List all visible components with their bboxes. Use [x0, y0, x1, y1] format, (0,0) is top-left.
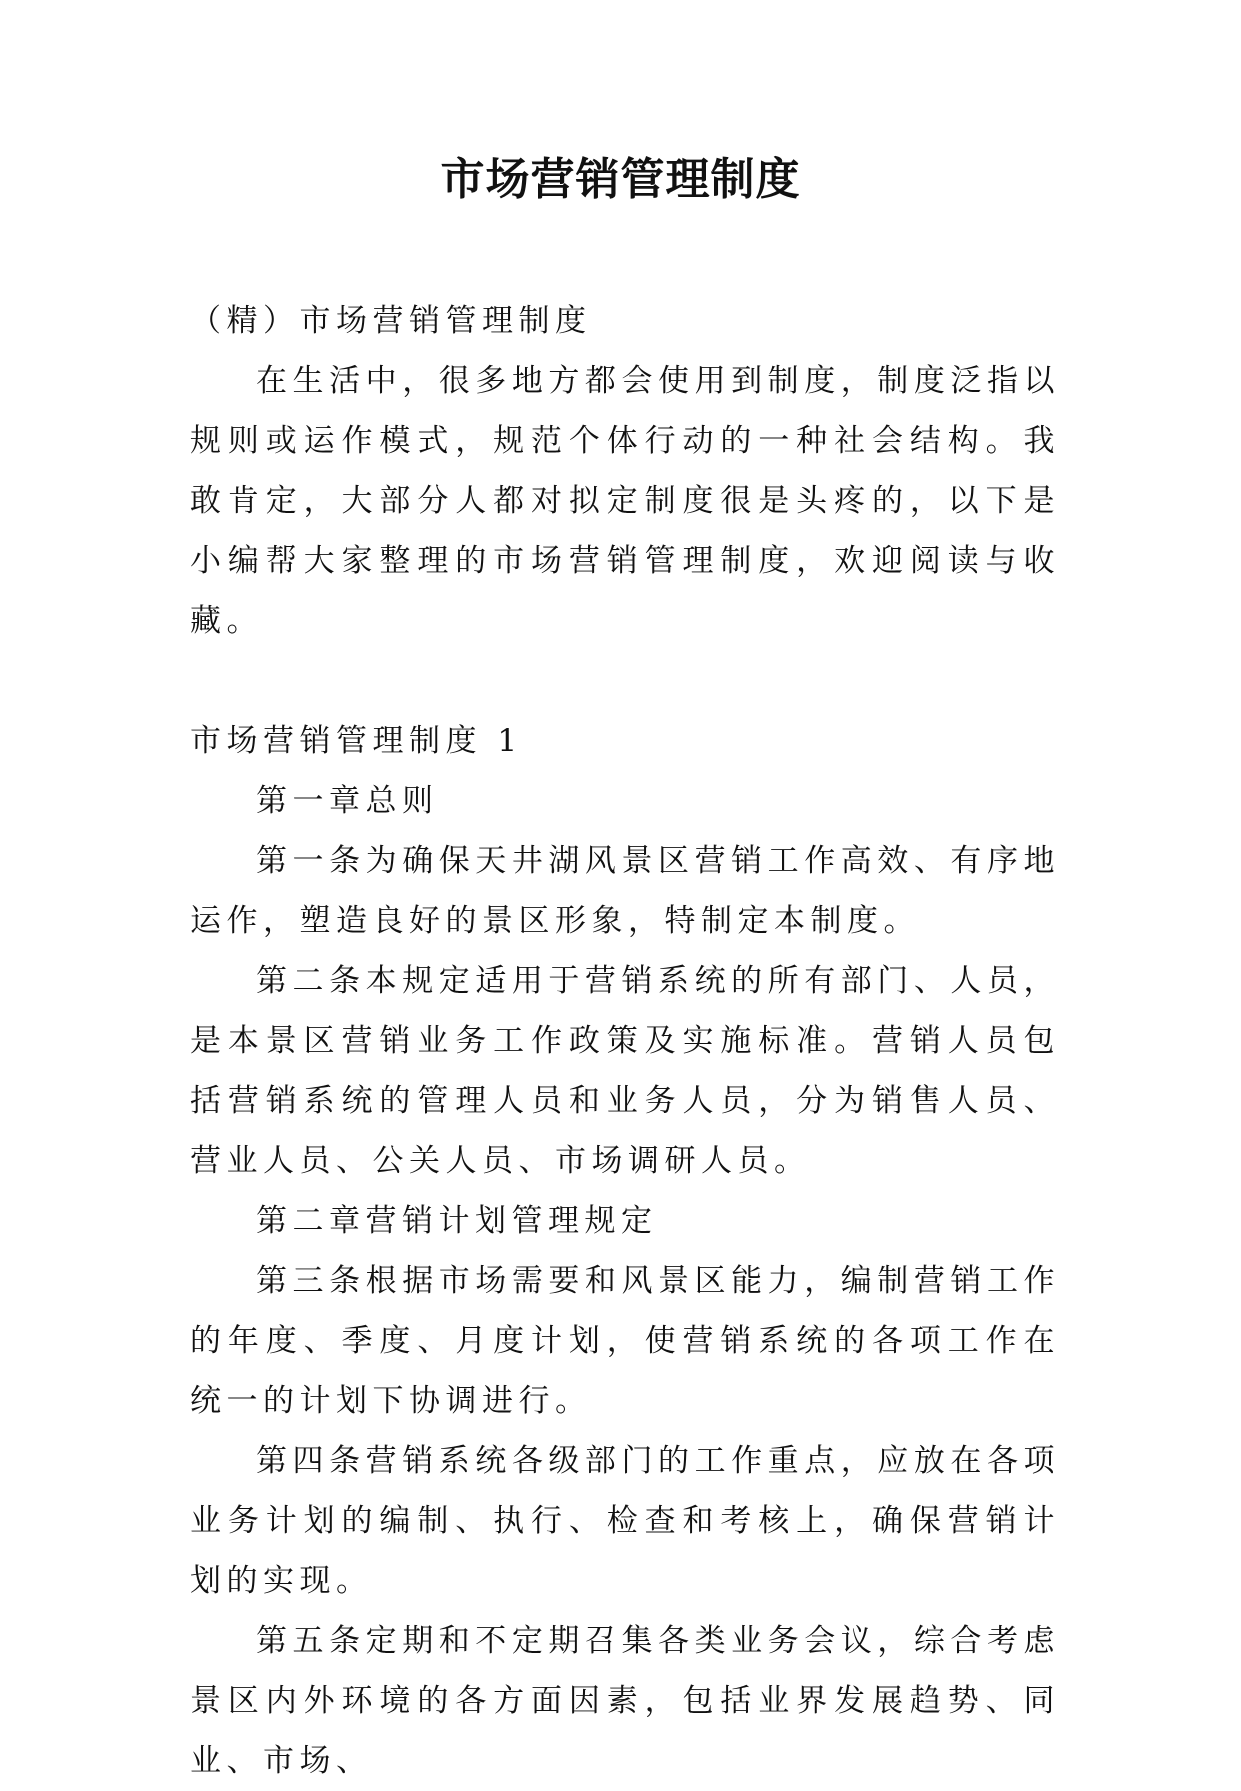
document-subtitle: （精）市场营销管理制度	[190, 303, 592, 339]
intro-paragraph: 在生活中，很多地方都会使用到制度，制度泛指以规则或运作模式，规范个体行动的一种社会结构。我敢肯定，大部分人都对拟定制度很是头疼的，以下是小编帮大家整理的市场营销管理制度，欢迎阅读与收藏。	[190, 363, 1060, 639]
chapter-heading-1: 第一章总则	[256, 783, 439, 819]
document-body	[190, 291, 1060, 1791]
chapter-heading-2: 第二章营销计划管理规定	[256, 1203, 658, 1239]
paragraph-gap	[190, 651, 1060, 711]
article-5: 第五条定期和不定期召集各类业务会议，综合考虑景区内外环境的各方面因素，包括业界发展趋势、同业、市场、	[190, 1623, 1060, 1779]
article-4: 第四条营销系统各级部门的工作重点，应放在各项业务计划的编制、执行、检查和考核上，确保营销计划的实现。	[190, 1443, 1060, 1599]
article-2: 第二条本规定适用于营销系统的所有部门、人员，是本景区营销业务工作政策及实施标准。营销人员包括营销系统的管理人员和业务人员，分为销售人员、营业人员、公关人员、市场调研人员。	[190, 963, 1060, 1179]
article-1: 第一条为确保天井湖风景区营销工作高效、有序地运作，塑造良好的景区形象，特制定本制度。	[190, 843, 1060, 939]
document-title: 市场营销管理制度	[440, 154, 801, 205]
article-3: 第三条根据市场需要和风景区能力，编制营销工作的年度、季度、月度计划，使营销系统的各项工作在统一的计划下协调进行。	[190, 1263, 1060, 1419]
section-heading: 市场营销管理制度 1	[190, 723, 523, 759]
